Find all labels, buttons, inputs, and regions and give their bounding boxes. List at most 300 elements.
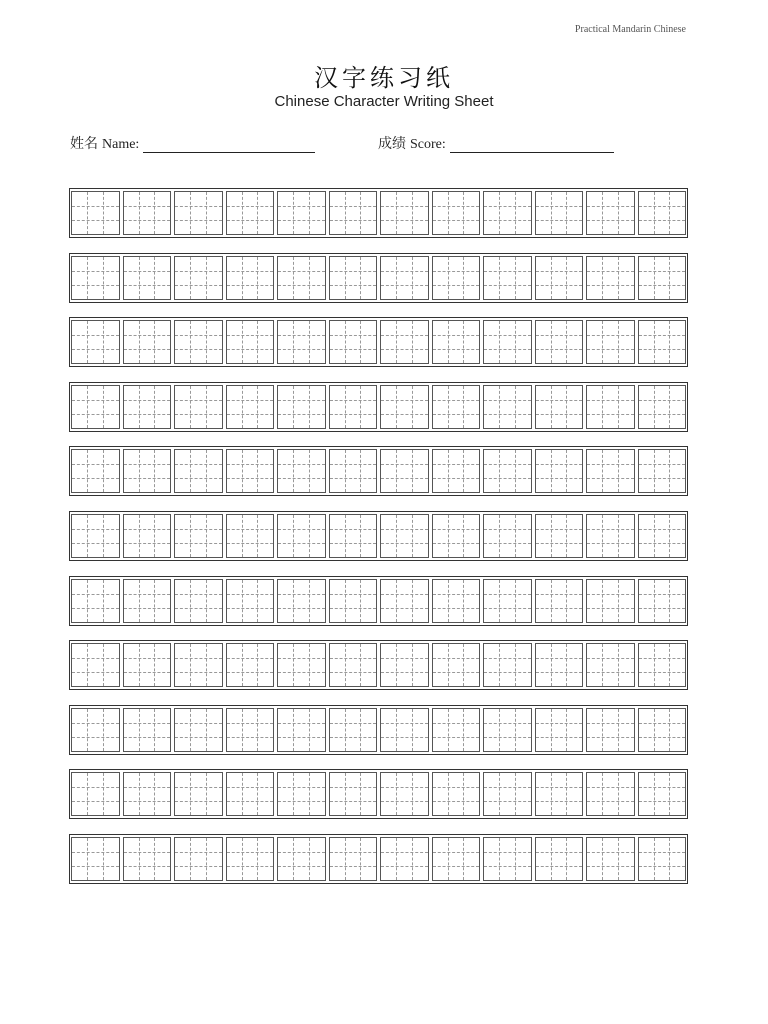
guide-line [242, 321, 243, 363]
guide-line [396, 580, 397, 622]
guide-line [515, 709, 516, 751]
writing-cell[interactable] [586, 385, 635, 429]
writing-cell[interactable] [174, 772, 223, 816]
guide-line [227, 335, 274, 336]
guide-line [293, 257, 294, 299]
guide-line [566, 580, 567, 622]
writing-cell[interactable] [71, 191, 120, 235]
writing-cell[interactable] [432, 708, 481, 752]
writing-cell[interactable] [71, 256, 120, 300]
writing-cell[interactable] [483, 643, 532, 687]
writing-cell[interactable] [380, 837, 429, 881]
guide-line [587, 335, 634, 336]
guide-line [278, 271, 325, 272]
guide-line [566, 709, 567, 751]
guide-line [484, 220, 531, 221]
guide-line [139, 192, 140, 234]
guide-line [124, 658, 171, 659]
guide-line [566, 644, 567, 686]
writing-cell[interactable] [329, 449, 378, 493]
guide-line [463, 450, 464, 492]
guide-line [309, 386, 310, 428]
writing-cell[interactable] [329, 708, 378, 752]
writing-cell[interactable] [123, 385, 172, 429]
writing-cell[interactable] [277, 256, 326, 300]
guide-line [396, 321, 397, 363]
writing-cell[interactable] [483, 385, 532, 429]
guide-line [330, 478, 377, 479]
writing-grid [69, 188, 688, 899]
guide-line [330, 414, 377, 415]
guide-line [381, 608, 428, 609]
writing-cell[interactable] [277, 772, 326, 816]
guide-line [227, 414, 274, 415]
writing-cell[interactable] [226, 256, 275, 300]
guide-line [72, 658, 119, 659]
score-field[interactable] [378, 133, 614, 153]
guide-line [124, 271, 171, 272]
guide-line [257, 644, 258, 686]
guide-line [139, 773, 140, 815]
guide-line [190, 450, 191, 492]
guide-line [87, 386, 88, 428]
writing-cell[interactable] [277, 449, 326, 493]
guide-line [448, 838, 449, 880]
guide-line [330, 801, 377, 802]
guide-line [309, 515, 310, 557]
guide-line [72, 400, 119, 401]
writing-cell[interactable] [226, 320, 275, 364]
writing-cell[interactable] [535, 772, 584, 816]
guide-line [587, 400, 634, 401]
writing-cell[interactable] [432, 643, 481, 687]
guide-line [381, 529, 428, 530]
writing-cell[interactable] [174, 708, 223, 752]
writing-cell[interactable] [483, 191, 532, 235]
writing-cell[interactable] [277, 191, 326, 235]
writing-cell[interactable] [380, 772, 429, 816]
guide-line [515, 515, 516, 557]
writing-cell[interactable] [638, 579, 687, 623]
guide-line [293, 580, 294, 622]
writing-cell[interactable] [174, 579, 223, 623]
writing-cell[interactable] [174, 514, 223, 558]
writing-cell[interactable] [123, 643, 172, 687]
writing-cell[interactable] [535, 449, 584, 493]
guide-line [463, 709, 464, 751]
writing-cell[interactable] [432, 579, 481, 623]
writing-cell[interactable] [586, 449, 635, 493]
guide-line [587, 271, 634, 272]
guide-line [499, 450, 500, 492]
guide-line [124, 349, 171, 350]
writing-cell[interactable] [71, 320, 120, 364]
writing-cell[interactable] [483, 449, 532, 493]
writing-cell[interactable] [174, 320, 223, 364]
guide-line [463, 838, 464, 880]
writing-cell[interactable] [277, 643, 326, 687]
guide-line [536, 658, 583, 659]
writing-cell[interactable] [586, 514, 635, 558]
guide-line [551, 386, 552, 428]
writing-cell[interactable] [71, 579, 120, 623]
guide-line [587, 529, 634, 530]
writing-cell[interactable] [226, 449, 275, 493]
guide-line [72, 737, 119, 738]
guide-line [433, 672, 480, 673]
writing-cell[interactable] [638, 385, 687, 429]
writing-cell[interactable] [329, 772, 378, 816]
name-field[interactable] [70, 133, 315, 153]
writing-cell[interactable] [638, 772, 687, 816]
guide-line [124, 866, 171, 867]
guide-line [139, 257, 140, 299]
guide-line [87, 838, 88, 880]
writing-cell[interactable] [638, 837, 687, 881]
guide-line [139, 838, 140, 880]
guide-line [396, 838, 397, 880]
writing-cell[interactable] [432, 256, 481, 300]
guide-line [536, 529, 583, 530]
guide-line [242, 386, 243, 428]
writing-cell[interactable] [638, 708, 687, 752]
writing-cell[interactable] [535, 708, 584, 752]
writing-cell[interactable] [380, 449, 429, 493]
guide-line [293, 644, 294, 686]
writing-cell[interactable] [586, 837, 635, 881]
writing-cell[interactable] [535, 256, 584, 300]
guide-line [206, 580, 207, 622]
guide-line [602, 709, 603, 751]
writing-cell[interactable] [586, 191, 635, 235]
writing-cell[interactable] [226, 191, 275, 235]
guide-line [484, 478, 531, 479]
writing-cell[interactable] [586, 772, 635, 816]
grid-row [69, 253, 688, 303]
writing-cell[interactable] [226, 643, 275, 687]
writing-cell[interactable] [277, 385, 326, 429]
writing-cell[interactable] [483, 514, 532, 558]
guide-line [330, 271, 377, 272]
writing-cell[interactable] [535, 837, 584, 881]
guide-line [463, 257, 464, 299]
writing-cell[interactable] [483, 579, 532, 623]
guide-line [330, 206, 377, 207]
writing-cell[interactable] [638, 449, 687, 493]
guide-line [669, 773, 670, 815]
writing-cell[interactable] [535, 385, 584, 429]
guide-line [566, 838, 567, 880]
guide-line [345, 321, 346, 363]
writing-cell[interactable] [174, 449, 223, 493]
writing-cell[interactable] [380, 643, 429, 687]
guide-line [654, 773, 655, 815]
writing-cell[interactable] [432, 837, 481, 881]
guide-line [330, 672, 377, 673]
guide-line [448, 192, 449, 234]
guide-line [381, 594, 428, 595]
guide-line [551, 709, 552, 751]
guide-line [293, 450, 294, 492]
writing-cell[interactable] [638, 643, 687, 687]
guide-line [381, 206, 428, 207]
guide-line [551, 192, 552, 234]
guide-line [227, 672, 274, 673]
guide-line [381, 349, 428, 350]
guide-line [515, 450, 516, 492]
writing-cell[interactable] [638, 256, 687, 300]
guide-line [669, 257, 670, 299]
writing-cell[interactable] [277, 708, 326, 752]
writing-cell[interactable] [432, 385, 481, 429]
writing-cell[interactable] [638, 191, 687, 235]
guide-line [206, 321, 207, 363]
guide-line [278, 529, 325, 530]
guide-line [618, 386, 619, 428]
guide-line [515, 644, 516, 686]
guide-line [499, 709, 500, 751]
writing-cell[interactable] [329, 579, 378, 623]
guide-line [227, 608, 274, 609]
guide-line [278, 478, 325, 479]
writing-cell[interactable] [226, 514, 275, 558]
writing-cell[interactable] [586, 643, 635, 687]
guide-line [484, 349, 531, 350]
writing-cell[interactable] [535, 191, 584, 235]
guide-line [536, 271, 583, 272]
writing-cell[interactable] [483, 256, 532, 300]
writing-cell[interactable] [174, 191, 223, 235]
guide-line [124, 723, 171, 724]
writing-cell[interactable] [123, 837, 172, 881]
writing-cell[interactable] [380, 256, 429, 300]
guide-line [190, 580, 191, 622]
guide-line [484, 464, 531, 465]
writing-cell[interactable] [71, 449, 120, 493]
guide-line [536, 787, 583, 788]
guide-line [345, 838, 346, 880]
writing-cell[interactable] [123, 449, 172, 493]
guide-line [618, 192, 619, 234]
writing-cell[interactable] [535, 320, 584, 364]
guide-line [639, 478, 686, 479]
guide-line [330, 658, 377, 659]
writing-cell[interactable] [432, 772, 481, 816]
writing-cell[interactable] [71, 837, 120, 881]
writing-cell[interactable] [432, 449, 481, 493]
guide-line [139, 386, 140, 428]
writing-cell[interactable] [483, 708, 532, 752]
guide-line [484, 400, 531, 401]
guide-line [360, 515, 361, 557]
writing-cell[interactable] [638, 320, 687, 364]
writing-cell[interactable] [535, 579, 584, 623]
guide-line [227, 400, 274, 401]
writing-cell[interactable] [329, 320, 378, 364]
writing-cell[interactable] [329, 643, 378, 687]
writing-cell[interactable] [380, 191, 429, 235]
writing-cell[interactable] [71, 514, 120, 558]
writing-cell[interactable] [380, 514, 429, 558]
name-line[interactable] [143, 138, 315, 153]
guide-line [87, 644, 88, 686]
writing-cell[interactable] [483, 772, 532, 816]
guide-line [175, 271, 222, 272]
writing-cell[interactable] [123, 579, 172, 623]
guide-line [396, 644, 397, 686]
writing-cell[interactable] [586, 708, 635, 752]
writing-cell[interactable] [586, 320, 635, 364]
writing-cell[interactable] [535, 643, 584, 687]
guide-line [190, 644, 191, 686]
guide-line [669, 386, 670, 428]
writing-cell[interactable] [123, 256, 172, 300]
writing-cell[interactable] [174, 385, 223, 429]
guide-line [154, 644, 155, 686]
guide-line [484, 414, 531, 415]
writing-cell[interactable] [586, 579, 635, 623]
writing-cell[interactable] [123, 320, 172, 364]
grid-row [69, 188, 688, 238]
writing-cell[interactable] [226, 837, 275, 881]
writing-cell[interactable] [226, 772, 275, 816]
writing-cell[interactable] [329, 191, 378, 235]
guide-line [669, 192, 670, 234]
guide-line [190, 773, 191, 815]
guide-line [103, 321, 104, 363]
writing-cell[interactable] [71, 708, 120, 752]
writing-cell[interactable] [380, 579, 429, 623]
guide-line [587, 594, 634, 595]
writing-cell[interactable] [277, 320, 326, 364]
writing-cell[interactable] [123, 708, 172, 752]
guide-line [536, 801, 583, 802]
writing-cell[interactable] [71, 643, 120, 687]
writing-cell[interactable] [380, 320, 429, 364]
writing-cell[interactable] [586, 256, 635, 300]
writing-cell[interactable] [483, 320, 532, 364]
guide-line [618, 515, 619, 557]
guide-line [433, 723, 480, 724]
guide-line [587, 543, 634, 544]
guide-line [587, 220, 634, 221]
guide-line [278, 414, 325, 415]
grid-row [69, 446, 688, 496]
guide-line [72, 285, 119, 286]
guide-line [227, 801, 274, 802]
writing-cell[interactable] [123, 191, 172, 235]
guide-line [257, 386, 258, 428]
guide-line [175, 529, 222, 530]
guide-line [639, 737, 686, 738]
guide-line [448, 257, 449, 299]
guide-line [551, 450, 552, 492]
guide-line [433, 866, 480, 867]
writing-cell[interactable] [123, 772, 172, 816]
guide-line [587, 866, 634, 867]
guide-line [124, 464, 171, 465]
guide-line [87, 257, 88, 299]
writing-cell[interactable] [329, 385, 378, 429]
guide-line [412, 192, 413, 234]
guide-line [669, 321, 670, 363]
guide-line [433, 801, 480, 802]
guide-line [602, 580, 603, 622]
guide-line [257, 192, 258, 234]
guide-line [293, 838, 294, 880]
writing-cell[interactable] [380, 708, 429, 752]
writing-cell[interactable] [174, 643, 223, 687]
guide-line [175, 866, 222, 867]
guide-line [278, 801, 325, 802]
writing-cell[interactable] [71, 385, 120, 429]
guide-line [381, 271, 428, 272]
writing-cell[interactable] [638, 514, 687, 558]
guide-line [412, 838, 413, 880]
guide-line [154, 450, 155, 492]
guide-line [448, 709, 449, 751]
score-line[interactable] [450, 138, 614, 153]
writing-cell[interactable] [226, 385, 275, 429]
guide-line [175, 206, 222, 207]
writing-cell[interactable] [174, 837, 223, 881]
guide-line [309, 580, 310, 622]
writing-cell[interactable] [277, 579, 326, 623]
guide-line [484, 672, 531, 673]
guide-line [124, 529, 171, 530]
writing-cell[interactable] [277, 837, 326, 881]
writing-cell[interactable] [329, 514, 378, 558]
writing-cell[interactable] [277, 514, 326, 558]
guide-line [175, 737, 222, 738]
writing-cell[interactable] [329, 837, 378, 881]
writing-cell[interactable] [380, 385, 429, 429]
writing-cell[interactable] [71, 772, 120, 816]
writing-cell[interactable] [432, 514, 481, 558]
writing-cell[interactable] [123, 514, 172, 558]
guide-line [587, 658, 634, 659]
guide-line [293, 321, 294, 363]
writing-cell[interactable] [432, 320, 481, 364]
guide-line [381, 464, 428, 465]
guide-line [175, 852, 222, 853]
writing-cell[interactable] [535, 514, 584, 558]
writing-cell[interactable] [174, 256, 223, 300]
writing-cell[interactable] [483, 837, 532, 881]
guide-line [566, 192, 567, 234]
guide-line [206, 515, 207, 557]
guide-line [278, 866, 325, 867]
guide-line [293, 709, 294, 751]
guide-line [124, 801, 171, 802]
guide-line [124, 285, 171, 286]
guide-line [515, 321, 516, 363]
writing-cell[interactable] [432, 191, 481, 235]
guide-line [309, 773, 310, 815]
guide-line [242, 838, 243, 880]
guide-line [433, 608, 480, 609]
guide-line [484, 608, 531, 609]
writing-cell[interactable] [226, 579, 275, 623]
writing-cell[interactable] [329, 256, 378, 300]
guide-line [484, 529, 531, 530]
writing-cell[interactable] [226, 708, 275, 752]
guide-line [278, 852, 325, 853]
guide-line [330, 543, 377, 544]
guide-line [103, 644, 104, 686]
guide-line [227, 464, 274, 465]
guide-line [124, 672, 171, 673]
